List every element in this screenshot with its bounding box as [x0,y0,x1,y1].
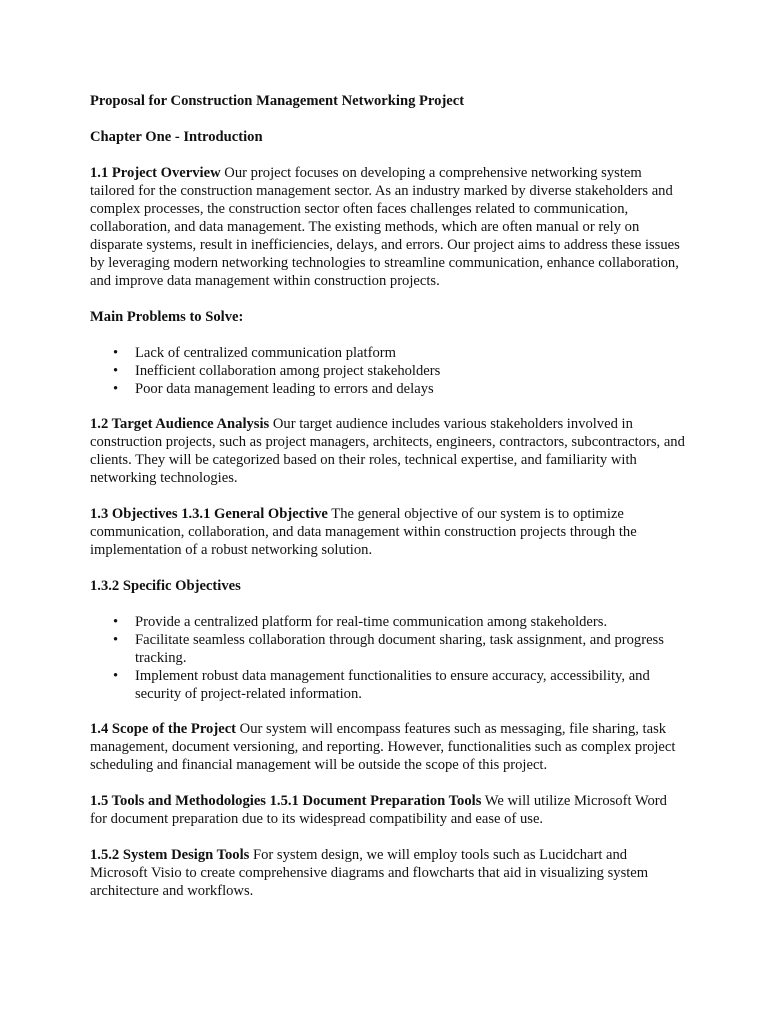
bullet-icon: • [113,632,119,648]
list-item: • Poor data management leading to errors and delays [113,381,434,397]
specific-objectives-list [90,613,686,703]
list-item: • Lack of centralized communication platform [113,345,396,361]
section-text: For system design, we will employ tools such as Lucidchart and Microsoft Visio to create comprehensive diagrams and flowcharts that aid in visualizing system architecture and workflows. [90,847,649,899]
section-text: Our project focuses on developing a comprehensive networking system tailored for the construction management sector. As an industry marked by diverse stakeholders and complex processes, the construction sector often faces challenges related to communication, collaboration, and data management. The existing methods, which are often manual or rely on disparate systems, result in inefficiencies, delays, and errors. Our project aims to address these issues by leveraging modern networking technologies to streamline communication, enhance collaboration, and improve data management within construction projects. [90,165,680,289]
bullet-icon: • [113,614,119,630]
section-system-design-tools [90,846,686,900]
section-heading: 1.4 Scope of the Project [90,721,237,737]
section-main-problems [90,308,686,326]
section-specific-objectives [90,577,686,595]
document-page [90,92,686,918]
section-tools [90,792,686,828]
bullet-icon: • [113,381,119,397]
bullet-icon: • [113,363,119,379]
section-heading: Main Problems to Solve: [90,309,244,325]
section-heading: 1.3.2 Specific Objectives [90,578,241,594]
section-heading: 1.2 Target Audience Analysis [90,416,270,432]
list-item: • Implement robust data management functionalities to ensure accuracy, accessibility, and security of project-related information. [113,668,650,702]
section-text: The general objective of our system is to optimize communication, collaboration, and data management within construction projects through the implementation of a robust networking solution. [90,506,637,558]
section-scope [90,720,686,774]
section-objectives [90,505,686,559]
section-text: We will utilize Microsoft Word for document preparation due to its widespread compatibility and ease of use. [90,793,667,827]
problems-list [90,344,686,398]
section-text: Our system will encompass features such as messaging, file sharing, task management, document versioning, and reporting. However, functionalities such as complex project scheduling and financial management will be outside the scope of this project. [90,721,676,773]
list-item: • Facilitate seamless collaboration through document sharing, task assignment, and progress tracking. [113,632,664,666]
section-heading: 1.5.2 System Design Tools [90,847,250,863]
list-item: • Provide a centralized platform for real-time communication among stakeholders. [113,614,608,630]
section-target-audience [90,415,686,487]
section-heading: 1.3 Objectives 1.3.1 General Objective [90,506,328,522]
list-item: • Inefficient collaboration among project stakeholders [113,363,441,379]
section-project-overview [90,164,686,290]
document-title: Proposal for Construction Management Networking Project [90,93,465,109]
bullet-icon: • [113,345,119,361]
bullet-icon: • [113,668,119,684]
chapter-heading: Chapter One - Introduction [90,129,263,145]
section-text: Our target audience includes various stakeholders involved in construction projects, such as project managers, architects, engineers, contractors, subcontractors, and clients. They will be categorized based on their roles, technical expertise, and familiarity with networking technologies. [90,416,685,486]
section-heading: 1.5 Tools and Methodologies 1.5.1 Document Preparation Tools [90,793,482,809]
section-heading: 1.1 Project Overview [90,165,221,181]
